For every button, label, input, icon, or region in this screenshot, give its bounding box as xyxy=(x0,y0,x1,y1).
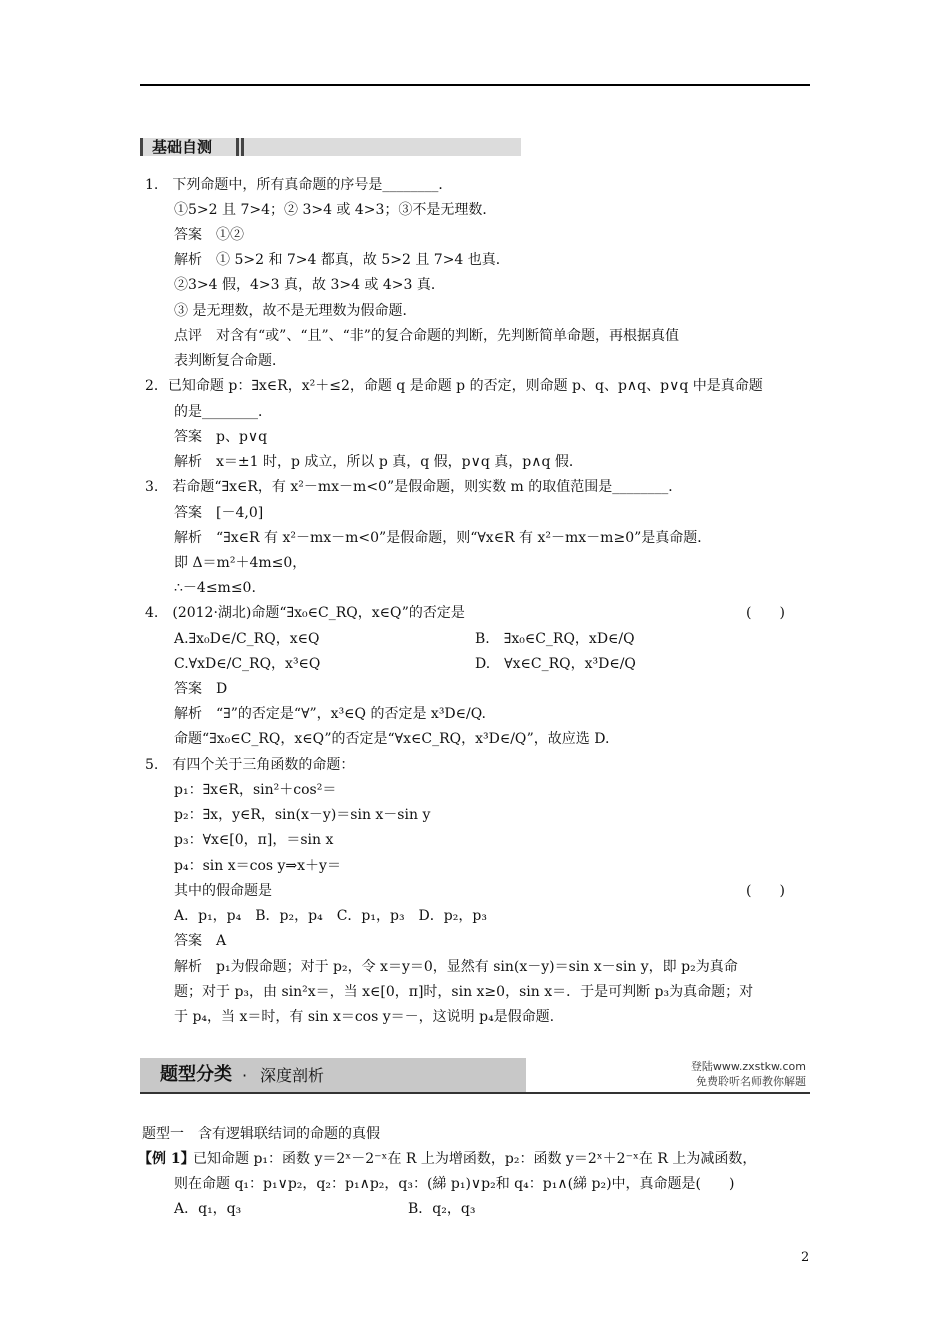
q1-comment-1: 点评 对含有“或”、“且”、“非”的复合命题的判断，先判断简单命题，再根据真值 xyxy=(174,328,679,344)
q5-explain-1: 解析 p₁为假命题；对于 p₂，令 x＝y＝0，显然有 sin(x－y)＝sin x－sin y，即 p₂为真命 xyxy=(174,959,738,975)
q3-stem: 3. 若命题“∃x∈R，有 x²－mx－m<0”是假命题，则实数 m 的取值范围是________． xyxy=(145,479,683,495)
site-link-text: 登陆www.zxstkw.com xyxy=(690,1060,806,1073)
q5-prop-p4: p₄：sin x＝cos y⇒x＋y＝ xyxy=(174,858,341,874)
q1-explain-2: ②3>4 假，4>3 真，故 3>4 或 4>3 真． xyxy=(174,277,445,293)
q5-stem: 5. 有四个关于三角函数的命题： xyxy=(145,757,355,773)
q1-comment-2: 表判断复合命题． xyxy=(174,353,286,369)
example-option-a: A．q₁，q₃ xyxy=(174,1201,242,1217)
example-label: 【例 1】 xyxy=(138,1151,195,1167)
type1-heading: 题型一 含有逻辑联结词的命题的真假 xyxy=(142,1126,380,1142)
q3-answer: 答案 [－4,0] xyxy=(174,505,264,521)
band-dot: · xyxy=(242,1066,248,1085)
q3-explain-1: 解析 “∃x∈R 有 x²－mx－m<0”是假命题，则“∀x∈R 有 x²－mx－m≥0”是真命题． xyxy=(174,530,712,546)
q5-explain-3: 于 p₄，当 x＝时，有 sin x＝cos y＝－，这说明 p₄是假命题. xyxy=(174,1009,555,1025)
q2-stem-2: 的是________． xyxy=(174,404,272,420)
band-rule xyxy=(140,1092,810,1094)
q5-options: A．p₁，p₄ B．p₂，p₄ C．p₁，p₃ D．p₂，p₃ xyxy=(174,908,487,924)
q2-explain: 解析 x＝±1 时，p 成立，所以 p 真，q 假，p∨q 真，p∧q 假． xyxy=(174,454,583,470)
q1-explain-1: 解析 ① 5>2 和 7>4 都真，故 5>2 且 7>4 也真． xyxy=(174,252,510,268)
q4-answer-paren: ( ) xyxy=(746,605,785,621)
section-band xyxy=(140,1058,810,1094)
q5-answer: 答案 A xyxy=(174,933,227,949)
site-slogan: 免费聆听名师教你解题 xyxy=(696,1075,806,1088)
header-bar-mid xyxy=(236,138,239,156)
header-bar-mid2 xyxy=(241,138,244,156)
band-tag xyxy=(140,1058,526,1092)
q2-stem: 2．已知命题 p：∃x∈R，x²＋≤2，命题 q 是命题 p 的否定，则命题 p、q、p∧q、p∨q 中是真命题 xyxy=(145,378,763,394)
q4-option-a: A.∃x₀D∈/C_RQ，x∈Q xyxy=(174,631,320,647)
q5-prop-p1: p₁：∃x∈R，sin²＋cos²＝ xyxy=(174,782,337,798)
section-title: 基础自测 xyxy=(152,138,213,156)
q5-prop-p2: p₂：∃x，y∈R，sin(x－y)＝sin x－sin y xyxy=(174,807,431,823)
q4-stem: 4. (2012·湖北)命题“∃x₀∈C_RQ，x∈Q”的否定是 xyxy=(145,605,465,621)
q4-answer: 答案 D xyxy=(174,681,228,697)
header-bar-left xyxy=(140,138,143,156)
q5-prop-p3: p₃：∀x∈[0，π]，＝sin x xyxy=(174,832,334,848)
q2-answer: 答案 p、p∨q xyxy=(174,429,268,445)
q1-stem: 1. 下列命题中，所有真命题的序号是________． xyxy=(145,177,453,193)
band-title: 题型分类 xyxy=(160,1064,232,1085)
q4-option-d: D. ∀x∈C_RQ，x³D∈/Q xyxy=(475,656,636,672)
q4-option-c: C.∀xD∈/C_RQ，x³∈Q xyxy=(174,656,321,672)
q1-answer: 答案 ①② xyxy=(174,227,244,243)
example-option-b: B．q₂，q₃ xyxy=(408,1201,476,1217)
q4-explain-2: 命题“∃x₀∈C_RQ，x∈Q”的否定是“∀x∈C_RQ，x³D∈/Q”，故应选 D. xyxy=(174,731,610,747)
top-rule xyxy=(140,84,810,86)
page-number: 2 xyxy=(801,1250,810,1265)
q5-explain-2: 题；对于 p₃，由 sin²x＝，当 x∈[0，π]时，sin x≥0，sin x＝．于是可判断 p₃为真命题；对 xyxy=(174,984,754,1000)
section-header xyxy=(140,138,521,156)
example-text-1: 已知命题 p₁：函数 y＝2ˣ－2⁻ˣ在 R 上为增函数，p₂：函数 y＝2ˣ＋2⁻ˣ在 R 上为减函数， xyxy=(193,1151,757,1167)
q3-explain-2: 即 Δ＝m²＋4m≤0， xyxy=(174,555,307,571)
q5-ask: 其中的假命题是 xyxy=(174,883,272,899)
q1-options: ①5>2 且 7>4；② 3>4 或 4>3；③不是无理数． xyxy=(174,202,497,218)
q5-answer-paren: ( ) xyxy=(746,883,785,899)
q1-explain-3: ③ 是无理数，故不是无理数为假命题． xyxy=(174,303,417,319)
q4-explain-1: 解析 “∃”的否定是“∀”，x³∈Q 的否定是 x³D∈/Q. xyxy=(174,706,486,722)
q3-explain-3: ∴－4≤m≤0. xyxy=(174,580,256,596)
band-subtitle: 深度剖析 xyxy=(260,1066,325,1085)
q4-option-b: B. ∃x₀∈C_RQ，xD∈/Q xyxy=(475,631,635,647)
example-text-2: 则在命题 q₁：p₁∨p₂，q₂：p₁∧p₂，q₃：(綈 p₁)∨p₂和 q₄：p₁∧(綈 p₂)中，真命题是( ) xyxy=(174,1176,735,1192)
